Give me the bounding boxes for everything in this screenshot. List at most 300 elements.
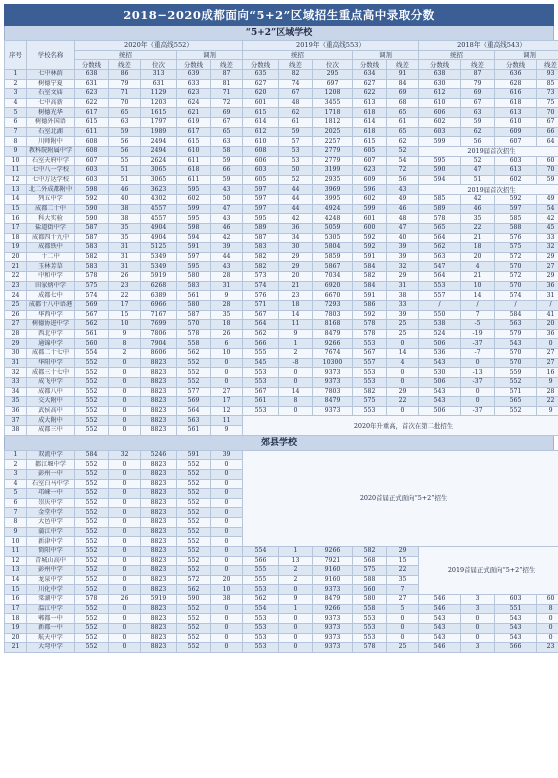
row-value: 8168 <box>313 320 353 330</box>
row-value: 607 <box>75 156 109 166</box>
note-cell: 2019届首次招生 <box>419 146 558 156</box>
row-value: 557 <box>419 291 461 301</box>
row-value: 87 <box>461 69 495 79</box>
row-value: 31 <box>537 291 558 301</box>
row-value: 543 <box>419 623 461 633</box>
row-value: 72 <box>387 166 419 176</box>
row-value: 570 <box>177 320 211 330</box>
row-value: 8823 <box>141 426 177 436</box>
row-school: 成都三中 <box>27 426 75 436</box>
row-seq: 20 <box>5 252 27 262</box>
row-value: 566 <box>495 643 537 653</box>
row-seq: 6 <box>5 118 27 128</box>
row-value: 0 <box>387 339 419 349</box>
row-value: 36 <box>537 329 558 339</box>
row-seq: 13 <box>5 185 27 195</box>
row-value: 0 <box>279 377 313 387</box>
row-value: 5305 <box>313 233 353 243</box>
row-seq: 36 <box>5 406 27 416</box>
row-value: 44 <box>211 252 243 262</box>
row-value: 0 <box>109 460 141 470</box>
table-row <box>5 643 558 653</box>
row-value: 8823 <box>141 489 177 499</box>
row-value: 623 <box>75 89 109 99</box>
table-row <box>5 633 558 643</box>
row-value: 611 <box>177 156 211 166</box>
table-row <box>5 166 558 176</box>
table-row <box>5 118 558 128</box>
row-value: 571 <box>495 387 537 397</box>
row-seq: 15 <box>5 585 27 595</box>
row-value: 0 <box>109 556 141 566</box>
row-value: 0 <box>537 339 558 349</box>
row-value: 597 <box>177 252 211 262</box>
row-value: 3995 <box>313 195 353 205</box>
row-value: 553 <box>243 623 279 633</box>
row-value: 4904 <box>141 223 177 233</box>
row-value: 7904 <box>141 339 177 349</box>
row-value: 46 <box>461 204 495 214</box>
row-value: 583 <box>75 262 109 272</box>
row-value: 603 <box>495 156 537 166</box>
row-value: 552 <box>75 397 109 407</box>
row-value: 552 <box>177 546 211 556</box>
row-value: 0 <box>211 604 243 614</box>
row-value: 633 <box>177 79 211 89</box>
row-value: 5349 <box>141 262 177 272</box>
row-value: 8823 <box>141 614 177 624</box>
row-value: 0 <box>211 556 243 566</box>
table-row <box>5 329 558 339</box>
row-value: 9266 <box>313 604 353 614</box>
row-value: 33 <box>387 300 419 310</box>
row-value: 8823 <box>141 377 177 387</box>
row-value: 29 <box>387 387 419 397</box>
row-value: 594 <box>177 233 211 243</box>
row-value: 597 <box>243 195 279 205</box>
row-value: 9373 <box>313 377 353 387</box>
row-value: 8823 <box>141 575 177 585</box>
row-value: 618 <box>353 108 387 118</box>
row-value: 51 <box>461 175 495 185</box>
row-value: 578 <box>353 329 387 339</box>
row-value: 562 <box>243 329 279 339</box>
row-value: 638 <box>419 69 461 79</box>
row-value: 4557 <box>141 204 177 214</box>
row-value: 0 <box>461 358 495 368</box>
row-value: 553 <box>243 585 279 595</box>
row-value: 552 <box>75 498 109 508</box>
row-value: 59 <box>537 175 558 185</box>
row-value: 553 <box>243 368 279 378</box>
row-value: 0 <box>109 518 141 528</box>
header-metric: 线差 <box>211 60 243 70</box>
row-value: 9266 <box>313 339 353 349</box>
table-row <box>5 368 558 378</box>
row-seq: 7 <box>5 508 27 518</box>
row-value: 578 <box>177 329 211 339</box>
row-value: 82 <box>279 69 313 79</box>
row-value: 0 <box>109 397 141 407</box>
header-school: 学校名称 <box>27 41 75 70</box>
row-value: / <box>461 300 495 310</box>
row-value: 552 <box>177 479 211 489</box>
header-2020-tiaoji: 调剂 <box>177 50 243 60</box>
row-value: 21 <box>461 233 495 243</box>
row-value: 600 <box>353 223 387 233</box>
row-value: 36 <box>537 281 558 291</box>
row-value: 608 <box>243 146 279 156</box>
row-school: 崇庆中学 <box>27 498 75 508</box>
table-row <box>5 397 558 407</box>
row-value: 590 <box>75 204 109 214</box>
row-value: 608 <box>75 137 109 147</box>
row-value: 561 <box>177 291 211 301</box>
row-school: 棠湖中学 <box>27 595 75 605</box>
table-row <box>5 233 558 243</box>
row-value: 3065 <box>141 166 177 176</box>
row-value: 50 <box>279 166 313 176</box>
row-value: 25 <box>387 643 419 653</box>
row-value: 1989 <box>141 127 177 137</box>
row-value: 0 <box>109 614 141 624</box>
row-value: 35 <box>109 223 141 233</box>
row-value: 74 <box>279 79 313 89</box>
row-value: 0 <box>109 479 141 489</box>
row-value: 8823 <box>141 469 177 479</box>
row-value: 14 <box>279 310 313 320</box>
row-seq: 4 <box>5 98 27 108</box>
row-value: 8823 <box>141 460 177 470</box>
row-value: 606 <box>243 156 279 166</box>
row-seq: 32 <box>5 368 27 378</box>
row-value: 0 <box>537 633 558 643</box>
header-seq: 序号 <box>5 41 27 70</box>
row-school: 青城山高中 <box>27 556 75 566</box>
table-row <box>5 349 558 359</box>
table-row <box>5 137 558 147</box>
row-value: 8823 <box>141 479 177 489</box>
row-school: 彭州一中 <box>27 469 75 479</box>
row-value: 8823 <box>141 406 177 416</box>
row-value: 4 <box>387 358 419 368</box>
row-school: 蒲江中学 <box>27 527 75 537</box>
row-value: 552 <box>75 387 109 397</box>
row-school: 盐道街中学 <box>27 223 75 233</box>
row-value: 5919 <box>141 595 177 605</box>
row-value: 570 <box>495 262 537 272</box>
row-seq: 8 <box>5 518 27 528</box>
row-value: 588 <box>495 223 537 233</box>
row-value: 52 <box>461 156 495 166</box>
row-value: 552 <box>177 527 211 537</box>
row-value: 577 <box>177 387 211 397</box>
row-seq: 3 <box>5 469 27 479</box>
row-value: 8823 <box>141 537 177 547</box>
table-row <box>5 339 558 349</box>
row-value: 552 <box>75 508 109 518</box>
table-row <box>5 310 558 320</box>
row-value: 627 <box>353 79 387 89</box>
row-value: / <box>537 300 558 310</box>
row-value: 8 <box>109 339 141 349</box>
row-value: 50 <box>211 195 243 205</box>
row-value: 28 <box>211 300 243 310</box>
row-value: 564 <box>419 272 461 282</box>
row-value: 623 <box>177 89 211 99</box>
row-value: 27 <box>537 358 558 368</box>
row-value: 552 <box>75 566 109 576</box>
row-value: 7803 <box>313 387 353 397</box>
row-value: 22 <box>387 566 419 576</box>
row-value: 31 <box>387 281 419 291</box>
row-value: 575 <box>75 281 109 291</box>
row-value: 22 <box>461 223 495 233</box>
row-value: 49 <box>387 195 419 205</box>
row-value: 8823 <box>141 358 177 368</box>
row-value: 506 <box>419 339 461 349</box>
row-value: 7806 <box>141 329 177 339</box>
row-value: 35 <box>211 310 243 320</box>
row-value: 618 <box>177 166 211 176</box>
row-value: 616 <box>495 89 537 99</box>
row-value: 8823 <box>141 585 177 595</box>
row-value: 6389 <box>141 291 177 301</box>
header-2020-tongzhao: 统招 <box>75 50 177 60</box>
row-value: 0 <box>109 426 141 436</box>
row-value: 67 <box>537 118 558 128</box>
row-value: 601 <box>353 214 387 224</box>
row-value: 23 <box>279 291 313 301</box>
row-value: 4302 <box>141 195 177 205</box>
row-value: -37 <box>461 406 495 416</box>
note-cell: 2020首届正式面向“5+2”招生 <box>243 450 558 546</box>
table-row <box>5 406 558 416</box>
row-value: 2494 <box>141 137 177 147</box>
header-2019-tiaoji: 调剂 <box>353 50 419 60</box>
row-value: 552 <box>75 426 109 436</box>
row-value: 543 <box>419 633 461 643</box>
row-value: 4904 <box>141 233 177 243</box>
row-value: 552 <box>495 406 537 416</box>
row-value: 595 <box>177 262 211 272</box>
header-metric: 线差 <box>537 60 558 70</box>
row-school: 成都七中 <box>27 291 75 301</box>
row-value: 603 <box>75 175 109 185</box>
row-value: 86 <box>109 69 141 79</box>
table-row <box>5 604 558 614</box>
row-value: 54 <box>537 204 558 214</box>
row-value: 587 <box>75 223 109 233</box>
row-value: 552 <box>75 623 109 633</box>
header-metric: 分数线 <box>177 60 211 70</box>
row-seq: 28 <box>5 329 27 339</box>
row-value: 0 <box>461 623 495 633</box>
row-value: 2494 <box>141 146 177 156</box>
row-value: 10 <box>211 585 243 595</box>
row-value: 552 <box>75 546 109 556</box>
table-row <box>5 387 558 397</box>
row-value: 0 <box>109 508 141 518</box>
row-value: 0 <box>279 585 313 595</box>
row-value: 29 <box>387 272 419 282</box>
row-value: 29 <box>387 546 419 556</box>
row-seq: 10 <box>5 537 27 547</box>
row-school: 石室天府中学 <box>27 156 75 166</box>
table-row <box>5 185 558 195</box>
row-school: 交大附中 <box>27 397 75 407</box>
row-school: 金堂中学 <box>27 508 75 518</box>
row-value: 42 <box>211 233 243 243</box>
row-value: 38 <box>211 595 243 605</box>
row-value: 554 <box>75 349 109 359</box>
row-value: 5 <box>387 604 419 614</box>
row-value: 46 <box>387 204 419 214</box>
row-value: 564 <box>243 320 279 330</box>
row-value: 20 <box>279 272 313 282</box>
header-metric: 分数线 <box>495 60 537 70</box>
row-value: 569 <box>177 397 211 407</box>
row-value: 9373 <box>313 643 353 653</box>
row-value: 5059 <box>313 223 353 233</box>
row-value: 67 <box>211 118 243 128</box>
row-value: 8823 <box>141 498 177 508</box>
row-value: 0 <box>211 460 243 470</box>
row-value: 562 <box>75 320 109 330</box>
table-row <box>5 546 558 556</box>
row-value: 21 <box>461 272 495 282</box>
row-value: 20 <box>537 320 558 330</box>
row-value: 5349 <box>141 252 177 262</box>
row-value: 40 <box>109 195 141 205</box>
row-value: 617 <box>75 108 109 118</box>
row-value: 578 <box>75 272 109 282</box>
row-value: 21 <box>279 281 313 291</box>
row-value: 3 <box>461 643 495 653</box>
row-seq: 12 <box>5 556 27 566</box>
row-value: 8823 <box>141 546 177 556</box>
row-value: 606 <box>419 108 461 118</box>
note-cell: 2019首届正式面向“5+2”招生 <box>419 546 558 594</box>
row-value: 71 <box>211 89 243 99</box>
row-value: 570 <box>495 281 537 291</box>
table-row <box>5 204 558 214</box>
header-metric: 分数线 <box>243 60 279 70</box>
row-value: 543 <box>495 614 537 624</box>
row-value: 0 <box>211 614 243 624</box>
row-value: 552 <box>75 633 109 643</box>
row-value: 618 <box>495 98 537 108</box>
row-value: 0 <box>109 643 141 653</box>
row-value: 8823 <box>141 604 177 614</box>
row-value: 75 <box>537 98 558 108</box>
score-table-a <box>4 40 558 436</box>
row-value: 1129 <box>141 89 177 99</box>
row-value: 8606 <box>141 349 177 359</box>
table-row <box>5 377 558 387</box>
row-value: 615 <box>353 137 387 147</box>
row-value: 54 <box>387 156 419 166</box>
row-value: 552 <box>75 575 109 585</box>
row-value: 552 <box>177 489 211 499</box>
row-seq: 18 <box>5 614 27 624</box>
row-value: 591 <box>353 252 387 262</box>
row-seq: 29 <box>5 339 27 349</box>
row-value: 552 <box>75 377 109 387</box>
row-school: 树德协进中学 <box>27 320 75 330</box>
row-value: 47 <box>211 204 243 214</box>
row-value: 58 <box>211 146 243 156</box>
row-value: 0 <box>211 377 243 387</box>
row-value: 9 <box>109 329 141 339</box>
row-value: 69 <box>211 108 243 118</box>
row-value: 583 <box>243 243 279 253</box>
row-value: 0 <box>109 498 141 508</box>
table-row <box>5 300 558 310</box>
row-value: 609 <box>495 127 537 137</box>
row-value: 42 <box>537 214 558 224</box>
row-seq: 21 <box>5 262 27 272</box>
row-value: 0 <box>387 623 419 633</box>
row-value: 584 <box>353 281 387 291</box>
row-value: 7803 <box>313 310 353 320</box>
row-value: 612 <box>419 89 461 99</box>
row-value: 582 <box>353 272 387 282</box>
header-2018-tongzhao: 统招 <box>419 50 495 60</box>
row-value: 56 <box>461 137 495 147</box>
table-row <box>5 243 558 253</box>
row-value: 552 <box>75 604 109 614</box>
row-value: 552 <box>75 537 109 547</box>
row-school: 教科院附属中学 <box>27 146 75 156</box>
row-value: 17 <box>109 300 141 310</box>
header-row-metrics <box>5 60 558 70</box>
row-value: 565 <box>419 223 461 233</box>
row-value: 561 <box>243 397 279 407</box>
header-metric: 线差 <box>387 60 419 70</box>
row-value: 8823 <box>141 633 177 643</box>
row-value: 12 <box>211 406 243 416</box>
row-seq: 38 <box>5 426 27 436</box>
row-value: 62 <box>279 108 313 118</box>
row-school: 新都一中 <box>27 623 75 633</box>
row-value: 553 <box>353 406 387 416</box>
note-cell: 2019届首次招生 <box>419 185 558 195</box>
row-value: 561 <box>75 329 109 339</box>
row-value: 598 <box>75 185 109 195</box>
row-value: 563 <box>495 320 537 330</box>
row-value: 57 <box>279 137 313 147</box>
row-value: 597 <box>495 204 537 214</box>
row-value: 81 <box>211 79 243 89</box>
row-value: 612 <box>243 127 279 137</box>
row-value: 543 <box>419 387 461 397</box>
row-value: 611 <box>75 127 109 137</box>
table-row <box>5 595 558 605</box>
row-seq: 33 <box>5 377 27 387</box>
header-metric: 分数线 <box>419 60 461 70</box>
row-value: 47 <box>461 166 495 176</box>
row-value: 65 <box>387 108 419 118</box>
row-value: 60 <box>537 595 558 605</box>
row-value: 23 <box>109 281 141 291</box>
section-title-b: 郊县学校 <box>4 436 554 450</box>
row-value: 628 <box>495 79 537 89</box>
row-value: 543 <box>419 614 461 624</box>
row-seq: 3 <box>5 89 27 99</box>
row-value: 9 <box>537 406 558 416</box>
row-value: 6268 <box>141 281 177 291</box>
